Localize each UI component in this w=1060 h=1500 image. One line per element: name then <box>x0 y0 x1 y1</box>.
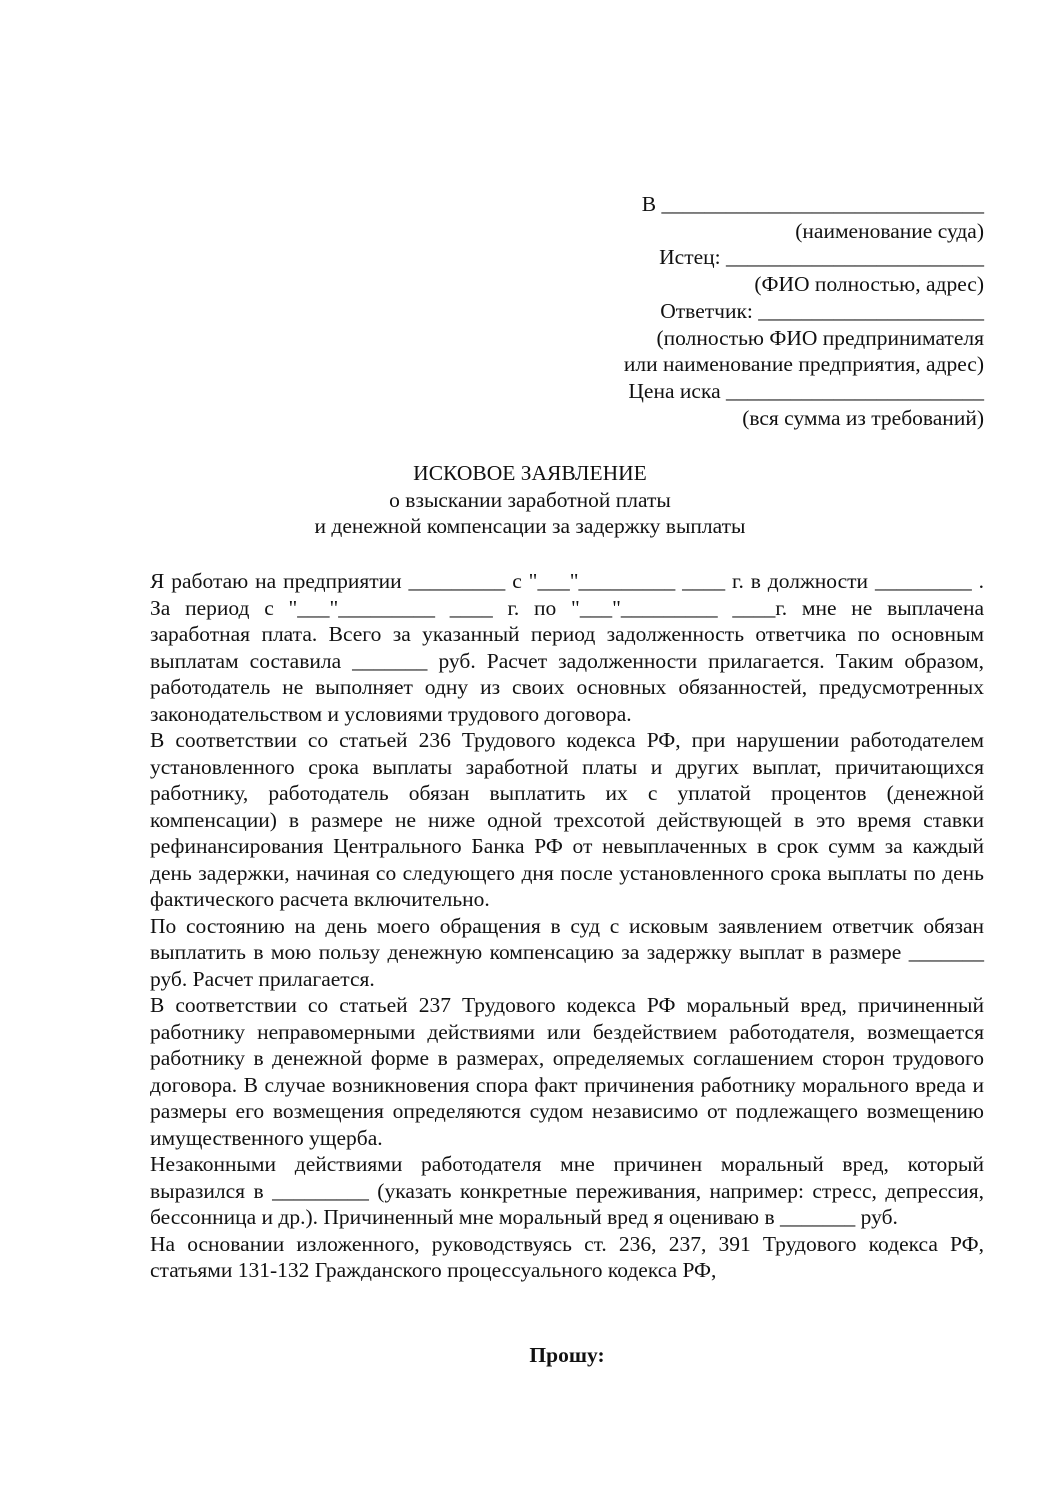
paragraph-legal-basis: На основании изложенного, руководствуясь ст. 236, 237, 391 Трудового кодекса РФ, статьями 131-132 Гражданского процессуального кодекса РФ, <box>150 1231 984 1282</box>
paragraph-article-237: В соответствии со статьей 237 Трудового кодекса РФ моральный вред, причиненный работнику неправомерными действиями или бездействием работодателя, возмещается работнику в денежной форме в размерах, определяемых соглашением сторон трудового договора. В случае возникновения спора факт причинения работнику морального вреда и размеры его возмещения определяются судом независимо от подлежащего возмещению имущественного ущерба. <box>150 993 984 1150</box>
addressee-block <box>564 191 984 431</box>
document-subtitle-1: о взыскании заработной платы <box>389 487 671 512</box>
court-line: В ______________________________ <box>641 192 984 216</box>
defendant-line: Ответчик: _____________________ <box>660 298 984 323</box>
court-note: (наименование суда) <box>795 218 984 243</box>
plaintiff-note: (ФИО полностью, адрес) <box>754 272 984 297</box>
claim-price-line: Цена иска ________________________ <box>628 378 984 403</box>
paragraph-compensation: По состоянию на день моего обращения в суд с исковым заявлением ответчик обязан выплатить в мою пользу денежную компенсацию за задержку выплат в размере _______ руб. Расчет прилагается. <box>150 913 984 991</box>
defendant-note-1: (полностью ФИО предпринимателя <box>656 325 984 350</box>
paragraph-moral-harm: Незаконными действиями работодателя мне причинен моральный вред, который выразился в _________ (указать конкретные переживания, например: стресс, депрессия, бессонница и др.). Причиненный мне моральный вред я оцениваю в _______ руб. <box>150 1152 984 1229</box>
defendant-note-2: или наименование предприятия, адрес) <box>623 352 984 377</box>
claim-body <box>150 568 984 1284</box>
request-heading: Прошу: <box>529 1343 605 1367</box>
document-subtitle-2: и денежной компенсации за задержку выплаты <box>314 514 746 538</box>
paragraph-employment: Я работаю на предприятии _________ с "___"_________ ____ г. в должности _________ . За период с "___"_________ ____ г. по "___"_________ ____г. мне не выплачена заработная плата. Всего за указанный период задолженность ответчика по основным выплатам составила _______ руб. Расчет задолженности прилагается. Таким образом, работодатель не выполняет одну из своих основных обязанностей, предусмотренных законодательством и условиями трудового договора. <box>150 569 984 726</box>
plaintiff-line: Истец: ________________________ <box>659 245 984 270</box>
document-title-block <box>150 460 910 540</box>
document-title: ИСКОВОЕ ЗАЯВЛЕНИЕ <box>413 461 647 485</box>
paragraph-article-236: В соответствии со статьей 236 Трудового кодекса РФ, при нарушении работодателем установленного срока выплаты заработной платы и других выплат, причитающихся работнику, работодатель обязан выплатить их с уплатой процентов (денежной компенсации) в размере не ниже одной трехсотой действующей в это время ставки рефинансирования Центрального Банка РФ от невыплаченных в срок сумм за каждый день задержки, начиная со следующего дня после установленного срока выплаты по день фактического расчета включительно. <box>150 728 984 911</box>
claim-price-note: (вся сумма из требований) <box>742 405 984 430</box>
